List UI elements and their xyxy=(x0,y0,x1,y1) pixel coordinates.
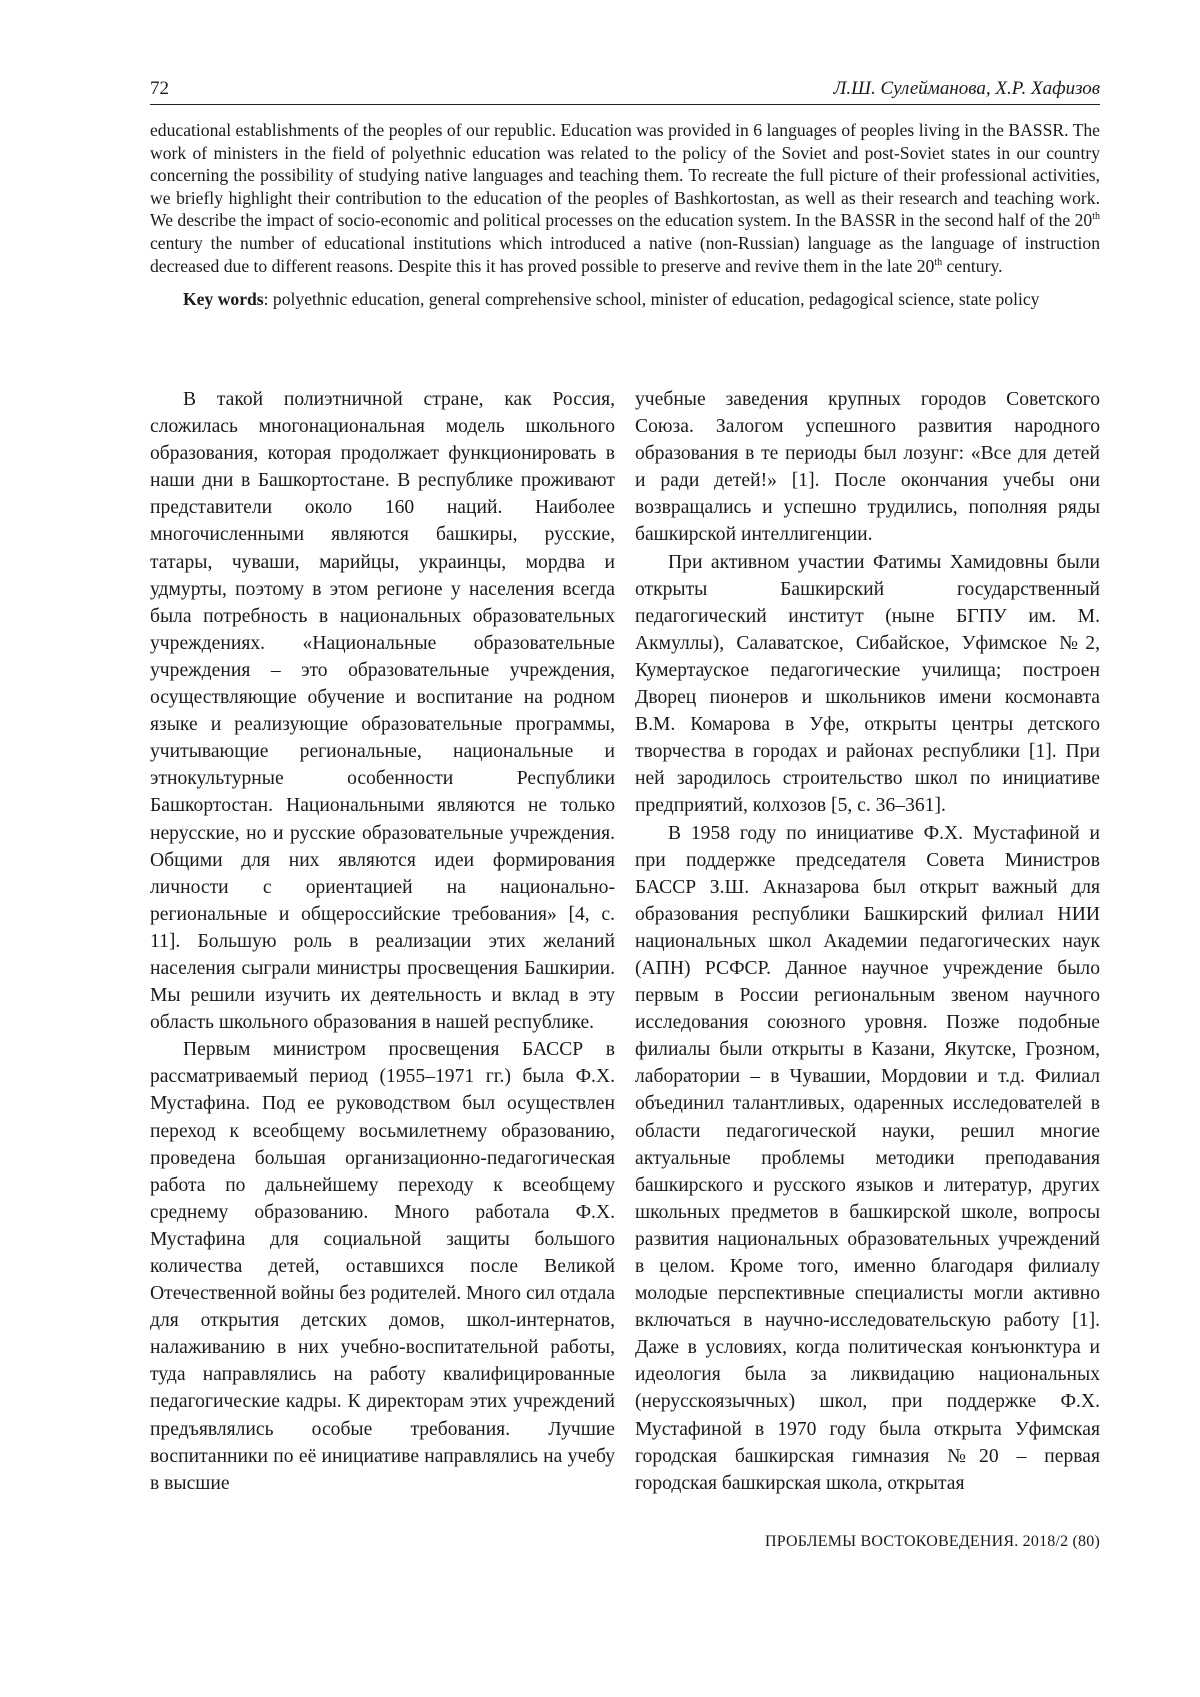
paragraph: учебные заведения крупных городов Советского Союза. Залогом успешного развития народного образования в те периоды был лозунг: «Все для детей и ради детей!» [1]. После окончания учебы они возвращались и успешно трудились, пополняя ряды башкирской интеллигенции. xyxy=(635,389,1100,546)
paragraph: В такой полиэтничной стране, как Россия, сложилась многонациональная модель школьного образования, которая продолжает функционировать в наши дни в Башкортостане. В республике проживают представители около 160 наций. Наиболее многочисленными являются башкиры, русские, татары, чуваши, марийцы, украинцы, мордва и удмурты, поэтому в этом регионе у населения всегда была потребность в национальных образовательных учреждениях. «Национальные образовательные учреждения – это образовательные учреждения, осуществляющие обучение и воспитание на родном языке и реализующие образовательные программы, учитывающие региональные, национальные и этнокультурные особенности Республики Башкортостан. Национальными являются не только нерусские, но и русские образовательные учреждения. Общими для них являются идеи формирования личности с ориентацией на национально-региональные и общероссийские требования» [4, с. 11]. Большую роль в реализации этих желаний населения сыграли министры просвещения Башкирии. Мы решили изучить их деятельность и вклад в эту область школьного образования в нашей республике. xyxy=(150,389,615,1034)
running-header xyxy=(150,78,1100,105)
keywords-label: Key words xyxy=(183,289,264,310)
paragraph: При активном участии Фатимы Хамидовны были открыты Башкирский государственный педагогический институт (ныне БГПУ им. М. Акмуллы), Салаватское, Сибайское, Уфимское №2, Кумертауское педагогические училища; построен Дворец пионеров и школьников имени космонавта В.М. Комарова в Уфе, открыты центры детского творчества в городах и районах республики [1]. При ней зародилось строительство школ по инициативе предприятий, колхозов [5, с. 36–361]. xyxy=(635,551,1100,817)
page-number: 72 xyxy=(150,78,169,99)
running-header-authors: Л.Ш. Сулейманова, Х.Р. Хафизов xyxy=(833,78,1100,99)
left-column xyxy=(150,386,615,1497)
paragraph: Первым министром просвещения БАССР в рассматриваемый период (1955–1971 гг.) была Ф.Х. Мустафина. Под ее руководством был осуществлен переход к всеобщему восьмилетнему образованию, проведена большая организационно-педагогическая работа по дальнейшему переходу к всеобщему среднему образованию. Много работала Ф.Х. Мустафина для социальной защиты большого количества детей, оставшихся после Великой Отечественной войны без родителей. Много сил отдала для открытия детских домов, школ-интернатов, налаживанию в них учебно-воспитательной работы, туда направлялись на работу квалифицированные педагогические кадры. К директорам этих учреждений предъявлялись особые требования. Лучшие воспитанники по её инициативе направлялись на учебу в высшие xyxy=(150,1039,615,1494)
abstract-text-3: century. xyxy=(942,255,1003,276)
abstract-text-2: century the number of educational institutions which introduced a native (non-Russian) language as the language of instruction decreased due to different reasons. Despite this it has proved possible to preserve and revive them in the late 20 xyxy=(150,232,1100,276)
keywords-text: : polyethnic education, general comprehensive school, minister of education, pedagogical science, state policy xyxy=(263,289,1040,310)
abstract-superscript-1: th xyxy=(1092,211,1100,223)
abstract-superscript-2: th xyxy=(934,256,943,268)
english-abstract xyxy=(150,119,1100,277)
abstract-text-1: educational establishments of the peoples of our republic. Education was provided in 6 languages of peoples living in the BASSR. The work of ministers in the field of polyethnic education was related to the policy of the Soviet and post-Soviet states in our country concerning the possibility of studying native languages and teaching them. To recreate the full picture of their professional activities, we briefly highlight their contribution to the education of the peoples of Bashkortostan, as well as their research and teaching work. We describe the impact of socio-economic and political processes on the education system. In the BASSR in the second half of the 20 xyxy=(150,120,1100,231)
body-columns xyxy=(150,386,1100,1497)
journal-footer: ПРОБЛЕМЫ ВОСТОКОВЕДЕНИЯ. 2018/2 (80) xyxy=(764,1533,1100,1550)
paragraph: В 1958 году по инициативе Ф.Х. Мустафиной и при поддержке председателя Совета Министров БАССР З.Ш. Акназарова был открыт важный для образования республики Башкирский филиал НИИ национальных школ Академии педагогических наук (АПН) РСФСР. Данное научное учреждение было первым в России региональным звеном научного исследования союзного уровня. Позже подобные филиалы были открыты в Казани, Якутске, Грозном, лаборатории – в Чувашии, Мордовии и т.д. Филиал объединил талантливых, одаренных исследователей в области педагогической науки, решил многие актуальные проблемы методики преподавания башкирского и русского языков и литератур, других школьных предметов в башкирской школе, вопросы развития национальных образовательных учреждений в целом. Кроме того, именно благодаря филиалу молодые перспективные специалисты могли активно включаться в научно-исследовательскую работу [1]. Даже в условиях, когда политическая конъюнктура и идеология была за ликвидацию национальных (нерусскоязычных) школ, при поддержке Ф.Х. Мустафиной в 1970 году была открыта Уфимская городская башкирская гимназия №20 – первая городская башкирская школа, открытая xyxy=(635,822,1100,1494)
journal-page xyxy=(150,78,1100,1550)
right-column xyxy=(635,386,1100,1497)
keywords xyxy=(150,288,1100,311)
